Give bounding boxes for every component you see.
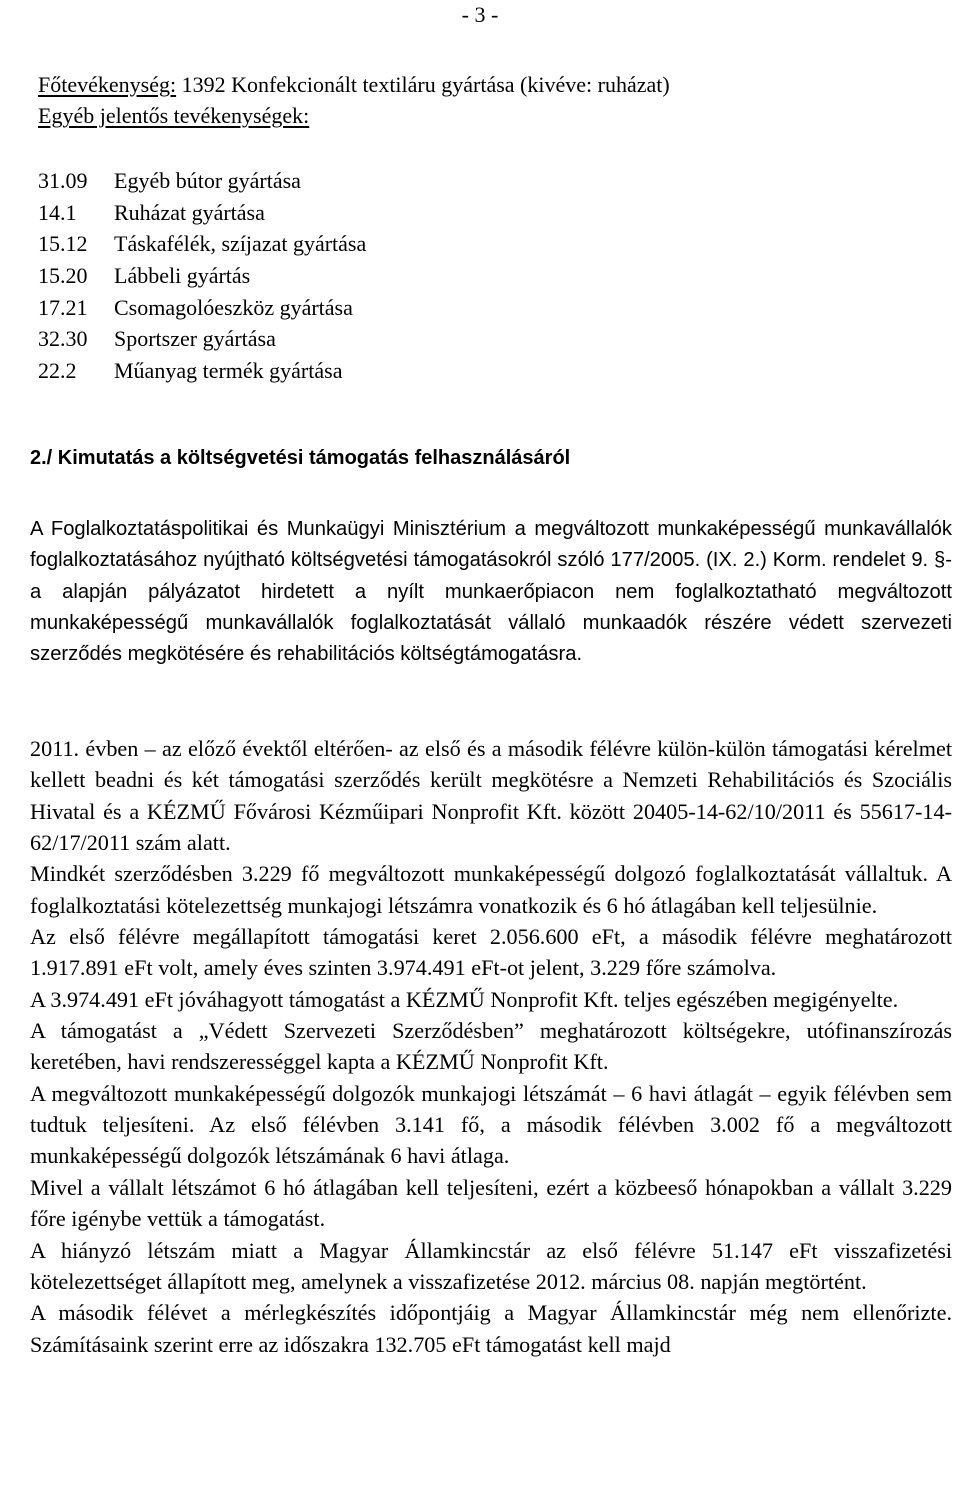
body-paragraph: 2011. évben – az előző évektől eltérően- az első és a második félévre külön-külön támogatási kérelmet kellett beadni és két támogatási szerződés került megkötésre a Nemzeti Rehabilitációs és Szociális Hivatal és a KÉZMŰ Fővárosi Kézműipari Nonprofit Kft. között 20405-14-62/10/2011 és 55617-14-62/17/2011 szám alatt. [30,736,952,856]
activity-code: 31.09 [38,168,88,193]
section-heading: 2./ Kimutatás a költségvetési támogatás felhasználásáról [30,447,571,469]
activity-list [38,168,366,390]
main-activity-line [38,72,670,98]
activity-item [38,326,366,358]
body-paragraph: A támogatást a „Védett Szervezeti Szerződésben” meghatározott költségekre, utófinanszírozás keretében, havi rendszerességgel kapta a KÉZMŰ Nonprofit Kft. [30,1018,952,1075]
body-paragraph: A 3.974.491 eFt jóváhagyott támogatást a KÉZMŰ Nonprofit Kft. teljes egészében megigényelte. [30,986,899,1012]
body-text [30,733,952,1360]
body-paragraph: Az első félévre megállapított támogatási keret 2.056.600 eFt, a második félévre meghatározott 1.917.891 eFt volt, amely éves szinten 3.974.491 eFt-ot jelent, 3.229 főre számolva. [30,924,952,981]
activity-code: 15.12 [38,231,88,257]
activity-code: 22.2 [38,358,77,384]
body-paragraph: Mindkét szerződésben 3.229 fő megváltozott munkaképességű dolgozó foglalkoztatását vállaltuk. A foglalkoztatási kötelezettség munkajogi létszámra vonatkozik és 6 hó átlagában kell teljesülnie. [30,861,952,918]
activity-name: Egyéb bútor gyártása [114,168,301,193]
body-paragraph: A megváltozott munkaképességű dolgozók munkajogi létszámát – 6 havi átlagát – egyik félévben sem tudtuk teljesíteni. Az első félévben 3.141 fő, a második félévben 3.002 fő a megváltozott munkaképességű dolgozók létszámának 6 havi átlaga. [30,1080,952,1169]
activity-name: Sportszer gyártása [114,326,276,352]
other-activities-label: Egyéb jelentős tevékenységek: [38,103,310,128]
activity-item [38,358,366,390]
main-activity-label: Főtevékenység: [38,72,177,97]
activity-item [38,263,366,295]
activity-code: 17.21 [38,294,88,320]
activity-item [38,200,366,232]
activity-name: Műanyag termék gyártása [114,358,343,384]
activity-name: Lábbeli gyártás [114,263,251,289]
activity-name: Csomagolóeszköz gyártása [114,294,353,320]
main-activity-value: 1392 Konfekcionált textiláru gyártása (kivéve: ruházat) [176,72,670,97]
activity-name: Ruházat gyártása [114,199,265,225]
page-number: - 3 - [461,2,499,27]
body-paragraph: A hiányzó létszám miatt a Magyar Államkincstár az első félévre 51.147 eFt visszafizetési kötelezettséget állapított meg, amelynek a visszafizetése 2012. március 08. napján megtörtént. [30,1237,952,1294]
intro-paragraph: A Foglalkoztatáspolitikai és Munkaügyi Minisztérium a megváltozott munkaképességű munkavállalók foglalkoztatásához nyújtható költségvetési támogatásokról szóló 177/2005. (IX. 2.) Korm. rendelet 9. §-a alapján pályázatot hirdetett a nyílt munkaerőpiacon nem foglalkoztatható megváltozott munkaképességű munkavállalók foglalkoztatását vállaló munkaadók részére védett szervezeti szerződés megkötésére és rehabilitációs költségtámogatásra. [30,518,952,666]
activity-code: 32.30 [38,326,88,352]
body-paragraph: Mivel a vállalt létszámot 6 hó átlagában kell teljesíteni, ezért a közbeeső hónapokban a vállalt 3.229 főre igénybe vettük a támogatást. [30,1174,952,1232]
body-paragraph: A második félévet a mérlegkészítés időpontjáig a Magyar Államkincstár még nem ellenőrizte. Számításaink szerint erre az időszakra 132.705 eFt támogatást kell majd [30,1300,952,1357]
activity-item [38,295,366,327]
activity-code: 15.20 [38,263,88,289]
activity-item [38,231,366,263]
activity-item [38,168,366,200]
activity-name: Táskafélék, szíjazat gyártása [114,231,367,257]
activity-code: 14.1 [38,199,77,225]
